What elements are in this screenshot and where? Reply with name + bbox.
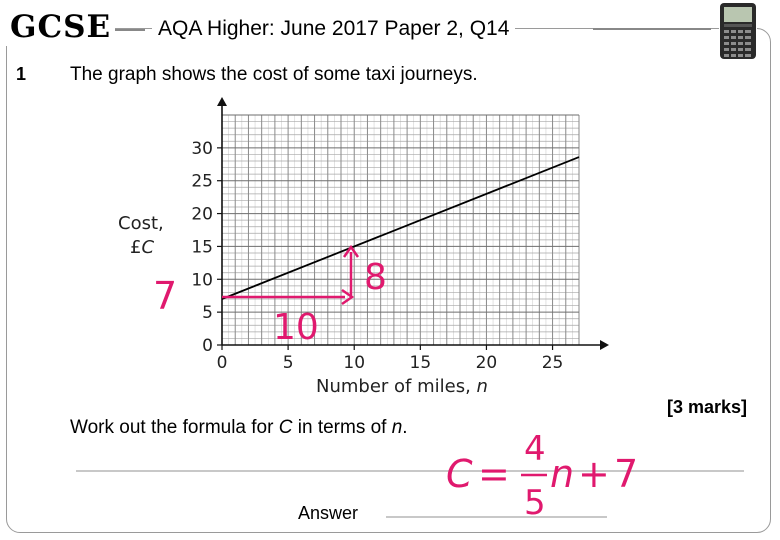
y-axis-arrow: [217, 97, 227, 106]
answer-formula: [444, 428, 644, 520]
y-tick-label: 30: [191, 138, 213, 159]
run-label: 10: [273, 307, 319, 348]
y-tick-label: 15: [191, 237, 213, 258]
y-tick-label: 10: [191, 270, 213, 291]
gcse-logo: GCSE: [6, 8, 115, 46]
y-tick-label: 25: [191, 171, 213, 192]
y-axis-label-line1: Cost,: [118, 213, 164, 234]
formula-lhs: C: [446, 452, 473, 496]
y-tick-label: 0: [202, 336, 213, 356]
formula-equals: =: [478, 452, 510, 496]
answer-label: Answer: [298, 503, 359, 523]
x-tick-label: 5: [282, 353, 294, 373]
rise-label: 8: [364, 257, 387, 298]
formula-denominator: 5: [524, 483, 546, 520]
x-axis-label: Number of miles, n: [316, 376, 488, 397]
x-axis-arrow: [600, 340, 609, 350]
question-number: 1: [16, 64, 27, 84]
y-tick-label: 5: [202, 303, 213, 324]
x-tick-label: 10: [343, 353, 366, 373]
intercept-label: 7: [153, 274, 178, 318]
formula-plus: +: [578, 452, 610, 496]
x-tick-label: 0: [216, 353, 228, 373]
x-tick-labels: [217, 345, 564, 373]
question-text: The graph shows the cost of some taxi journeys.: [70, 64, 478, 85]
formula-var: n: [550, 452, 575, 496]
x-tick-label: 20: [475, 353, 498, 373]
marks-label: [3 marks]: [667, 397, 748, 417]
y-tick-labels: [191, 139, 222, 356]
x-tick-label: 25: [541, 353, 564, 373]
page-title: AQA Higher: June 2017 Paper 2, Q14: [152, 16, 515, 42]
slope-annotations: [153, 247, 387, 348]
work-out-prompt: Work out the formula for C in terms of n.: [70, 417, 408, 438]
formula-numerator: 4: [524, 429, 546, 469]
formula-const: 7: [614, 452, 639, 496]
y-tick-label: 20: [191, 204, 213, 225]
y-axis-label-line2: £C: [130, 237, 155, 258]
x-tick-label: 15: [409, 353, 432, 373]
